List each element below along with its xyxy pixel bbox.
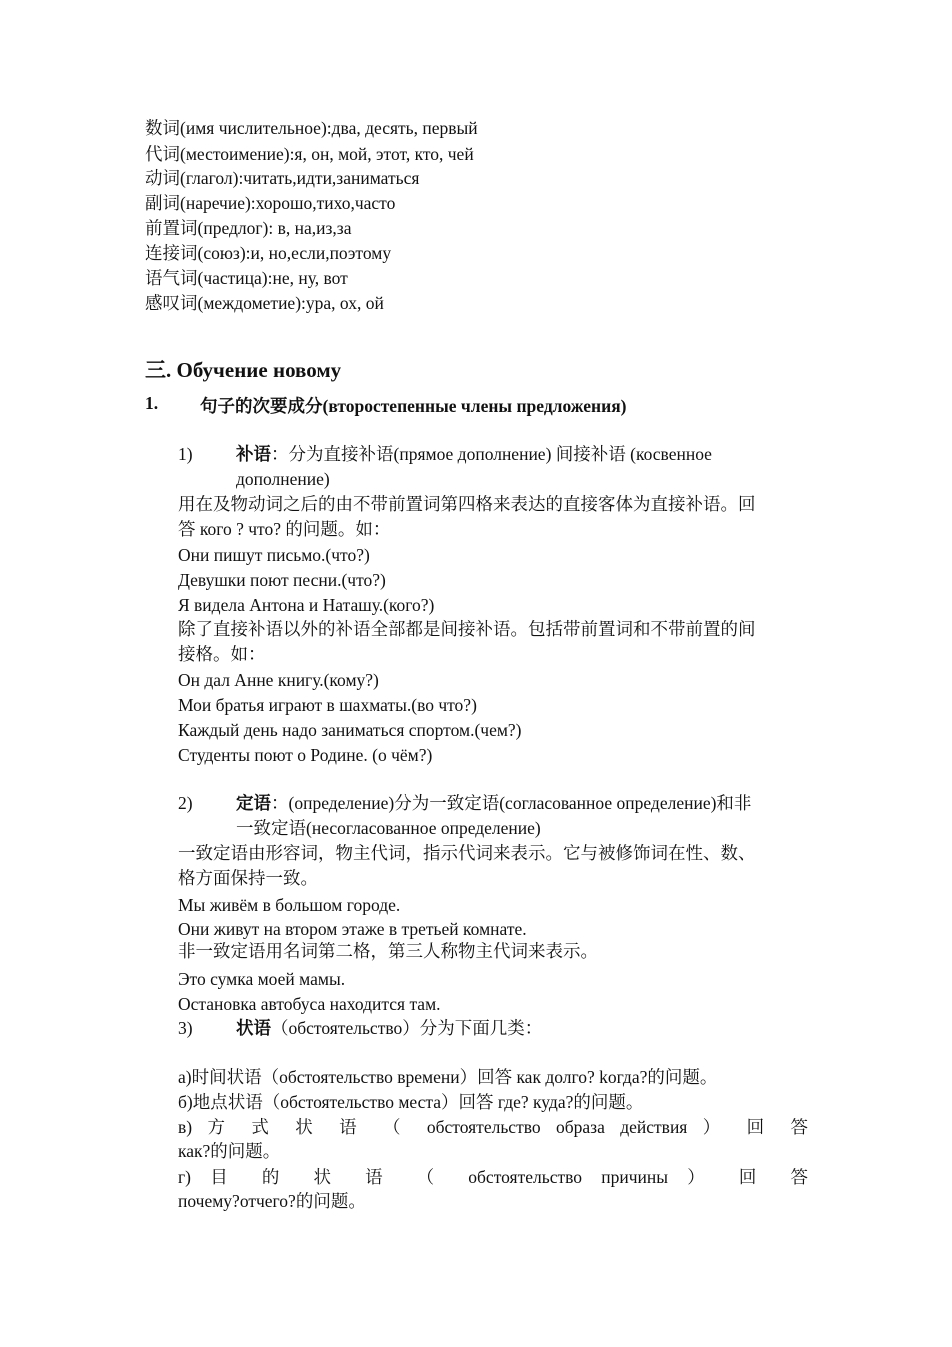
item1-example: Они пишут письмо.(что?) [178,545,370,565]
item3-header [236,1017,542,1039]
pos-conjunction: 连接词(союз):и, но,если,поэтому [145,243,392,263]
subsection-title: 句子的次要成分(второстепенные члены предложения) [200,396,627,416]
item2-example: Это сумка моей мамы. [178,969,346,989]
item2-example: Мы живём в большом городе. [178,895,401,915]
item3-term: 状语 [236,1018,271,1038]
item3-number: 3) [178,1018,193,1038]
item1-header [236,443,712,465]
item2-desc1-line1: 一致定语由形容词，物主代词，指示代词来表示。它与被修饰词在性、数、 [178,843,756,863]
pos-particle: 语气词(частица):не, ну, вот [145,268,348,288]
pos-preposition: 前置词(предлог): в, на,из,за [145,218,352,238]
item1-example: Мои братья играют в шахматы.(во что?) [178,695,477,715]
item2-example: Остановка автобуса находится там. [178,994,441,1014]
item1-example: Студенты поют о Родине. (о чём?) [178,745,433,765]
item1-desc2-line2: 接格。如： [178,644,266,664]
item1-example: Он дал Анне книгу.(кому?) [178,670,379,690]
item1-example: Каждый день надо заниматься спортом.(чем?) [178,720,522,740]
pos-pronoun: 代词(местоимение):я, он, мой, этот, кто, чей [145,144,474,164]
pos-verb: 动词(глагол):читать,идти,заниматься [145,168,420,188]
item2-example: Они живут на втором этаже в третьей комнате. [178,919,527,939]
item1-desc1-line2: 答 кого ? что? 的问题。如： [178,519,391,539]
item2-header-line2: 一致定语(несогласованное определение) [236,818,541,838]
pos-adverb: 副词(наречие):хорошо,тихо,часто [145,193,396,213]
item3-type-cause: г) 目 的 状 语 （ обстоятельство причины ） 回 答 [178,1167,808,1187]
pos-interjection: 感叹词(междометие):ура, ох, ой [145,293,384,313]
item3-header-text: （обстоятельство）分为下面几类： [271,1018,543,1038]
pos-numeral: 数词(имя числительное):два, десять, первый [145,118,478,138]
item1-header-text: ：分为直接补语(прямое дополнение) 间接补语 (косвенное [271,444,712,464]
item1-desc2-line1: 除了直接补语以外的补语全部都是间接补语。包括带前置词和不带前置的间 [178,619,756,639]
item3-type-manner: в) 方 式 状 语 （ обстоятельство образа действия ） 回 答 [178,1117,808,1137]
item2-term: 定语 [236,793,271,813]
item1-header-line2: дополнение) [236,469,330,489]
subsection-number: 1. [145,393,159,413]
item2-header [236,792,751,814]
item3-type-time: а)时间状语（обстоятельство времени）回答 как долго? kогда?的问题。 [178,1067,718,1087]
section-heading: 三. Обучение новому [145,358,342,382]
item1-example: Девушки поют песни.(что?) [178,570,386,590]
item1-term: 补语 [236,444,271,464]
item2-desc1-line2: 格方面保持一致。 [178,868,318,888]
item1-desc1-line1: 用在及物动词之后的由不带前置词第四格来表达的直接客体为直接补语。回 [178,494,756,514]
item3-type-place: б)地点状语（обстоятельство места）回答 где? куда?的问题。 [178,1092,644,1112]
item2-number: 2) [178,793,193,813]
item1-number: 1) [178,444,193,464]
item2-desc2: 非一致定语用名词第二格，第三人称物主代词来表示。 [178,941,598,961]
item1-example: Я видела Антона и Наташу.(кого?) [178,595,435,615]
item3-type-cause-cont: почему?отчего?的问题。 [178,1191,366,1211]
item3-type-manner-cont: как?的问题。 [178,1141,281,1161]
item2-header-text: ：(определение)分为一致定语(согласованное определение)和非 [271,793,752,813]
